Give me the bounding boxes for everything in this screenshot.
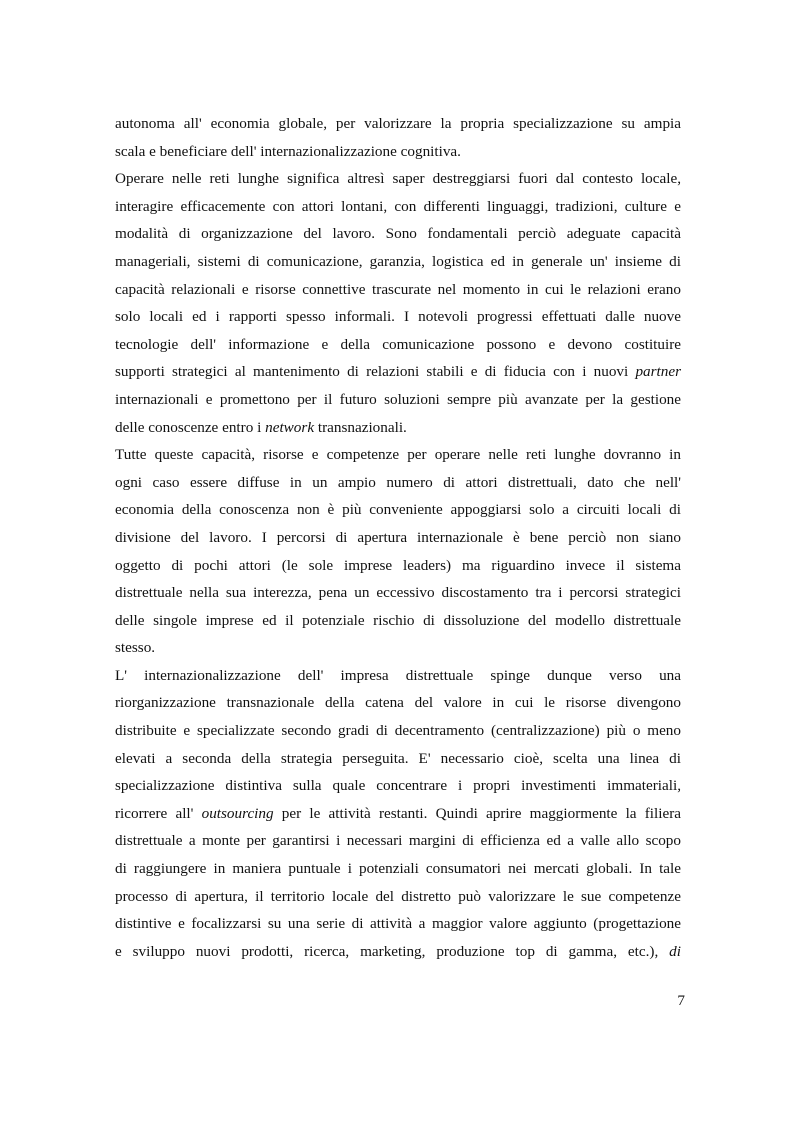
text-run: L' internazionalizzazione dell' impresa distrettuale spinge dunque verso una [115, 666, 681, 684]
text-run: solo locali ed i rapporti spesso informali. I notevoli progressi effettuati dalle nuove [115, 308, 681, 326]
text-run: delle singole imprese ed il potenziale rischio di dissoluzione del modello distrettuale [115, 611, 681, 629]
text-run: specializzazione distintiva sulla quale concentrare i propri investimenti immateriali, [115, 777, 681, 795]
text-line [115, 469, 681, 497]
text-line [115, 276, 681, 304]
text-run: processo di apertura, il territorio locale del distretto può valorizzare le sue competenze [115, 887, 681, 905]
page-body [115, 110, 681, 965]
text-line [115, 634, 681, 662]
text-run: distintive e focalizzarsi su una serie di attività a maggior valore aggiunto (progettazione [115, 915, 681, 933]
paragraph [115, 441, 681, 662]
text-line [115, 248, 681, 276]
italic-term: outsourcing [201, 804, 274, 822]
text-run: distrettuale nella sua interezza, pena un eccessivo discostamento tra i percorsi strategici [115, 584, 681, 602]
text-run: distrettuale a monte per garantirsi i necessari margini di efficienza ed a valle allo scopo [115, 832, 681, 850]
text-line [115, 110, 681, 138]
text-run: tecnologie dell' informazione e della comunicazione possono e devono costituire [115, 335, 681, 353]
text-run: ricorrere all' [115, 804, 202, 822]
text-line [115, 910, 681, 938]
text-run: capacità relazionali e risorse connettive trascurate nel momento in cui le relazioni erano [115, 280, 681, 298]
text-line [115, 579, 681, 607]
text-line [115, 303, 681, 331]
text-run: Tutte queste capacità, risorse e competenze per operare nelle reti lunghe dovranno in [115, 446, 681, 464]
italic-term: network [265, 418, 315, 436]
text-line [115, 386, 681, 414]
paragraph [115, 110, 681, 165]
paragraph [115, 662, 681, 966]
text-line [115, 662, 681, 690]
italic-term: di [669, 942, 681, 960]
text-line [115, 883, 681, 911]
text-line [115, 855, 681, 883]
text-run: di raggiungere in maniera puntuale i potenziali consumatori nei mercati globali. In tale [115, 860, 681, 878]
text-run: riorganizzazione transnazionale della catena del valore in cui le risorse divengono [115, 694, 681, 712]
text-line [115, 414, 681, 442]
text-run: manageriali, sistemi di comunicazione, garanzia, logistica ed in generale un' insieme di [115, 252, 681, 270]
text-line [115, 717, 681, 745]
text-line [115, 165, 681, 193]
text-line [115, 193, 681, 221]
text-line [115, 331, 681, 359]
text-run: transnazionali. [314, 418, 407, 436]
text-run: e sviluppo nuovi prodotti, ricerca, marketing, produzione top di gamma, etc.), [115, 942, 670, 960]
text-line [115, 358, 681, 386]
text-run: stesso. [115, 639, 156, 657]
text-line [115, 827, 681, 855]
text-line [115, 689, 681, 717]
text-run: supporti strategici al mantenimento di relazioni stabili e di fiducia con i nuovi [115, 363, 636, 381]
text-run: per le attività restanti. Quindi aprire maggiormente la filiera [273, 804, 681, 822]
text-run: oggetto di pochi attori (le sole imprese leaders) ma riguardino invece il sistema [115, 556, 681, 574]
italic-term: partner [635, 363, 681, 381]
text-line [115, 496, 681, 524]
text-run: internazionali e promettono per il futuro soluzioni sempre più avanzate per la gestione [115, 390, 681, 408]
text-line [115, 607, 681, 635]
text-run: distribuite e specializzate secondo gradi di decentramento (centralizzazione) più o meno [115, 722, 681, 740]
text-run: divisione del lavoro. I percorsi di apertura internazionale è bene perciò non siano [115, 528, 681, 546]
text-line [115, 552, 681, 580]
text-line [115, 800, 681, 828]
text-line [115, 524, 681, 552]
text-run: scala e beneficiare dell' internazionalizzazione cognitiva. [115, 142, 461, 160]
text-run: elevati a seconda della strategia perseguita. E' necessario cioè, scelta una linea di [115, 749, 681, 767]
page-number: 7 [677, 992, 685, 1009]
text-line [115, 441, 681, 469]
text-line [115, 138, 681, 166]
text-run: ogni caso essere diffuse in un ampio numero di attori distrettuali, dato che nell' [115, 473, 681, 491]
text-run: delle conoscenze entro i [115, 418, 266, 436]
text-line [115, 745, 681, 773]
text-line [115, 938, 681, 966]
text-line [115, 772, 681, 800]
text-run: modalità di organizzazione del lavoro. Sono fondamentali perciò adeguate capacità [115, 225, 681, 243]
text-run: Operare nelle reti lunghe significa altresì saper destreggiarsi fuori dal contesto locale, [115, 170, 681, 188]
text-run: interagire efficacemente con attori lontani, con differenti linguaggi, tradizioni, culture e [115, 197, 681, 215]
text-run: autonoma all' economia globale, per valorizzare la propria specializzazione su ampia [115, 115, 681, 132]
paragraph [115, 165, 681, 441]
text-run: economia della conoscenza non è più conveniente appoggiarsi solo a circuiti locali di [115, 501, 681, 519]
text-line [115, 220, 681, 248]
